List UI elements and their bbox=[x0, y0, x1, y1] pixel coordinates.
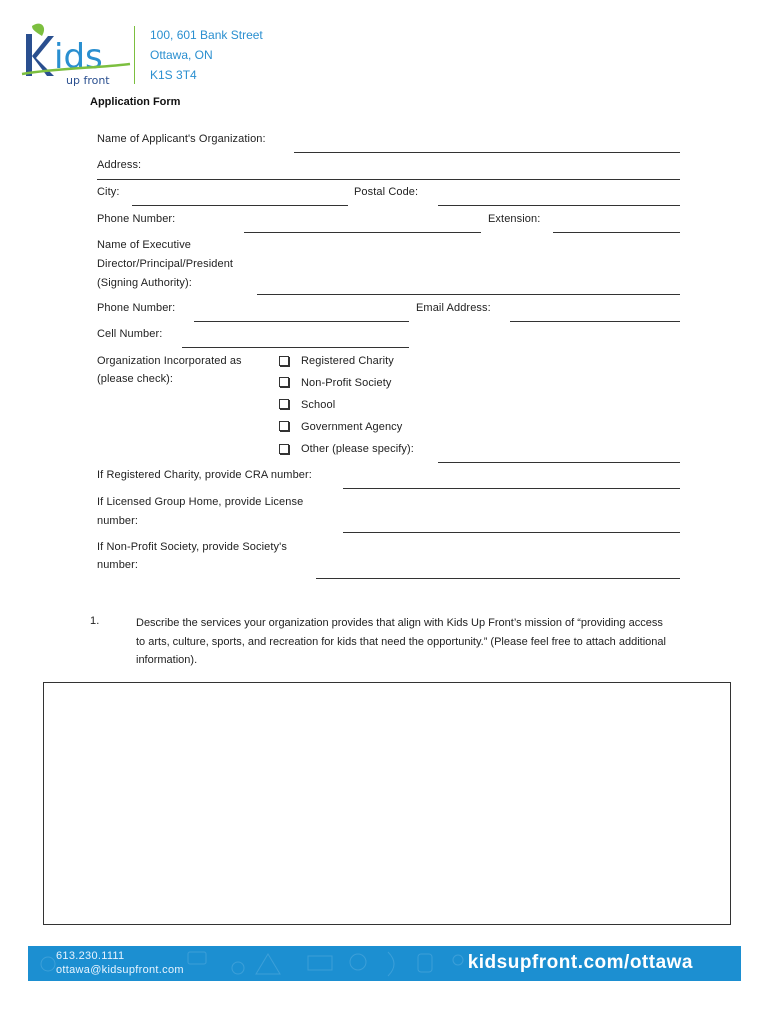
question-text: Describe the services your organization provides that align with Kids Up Front’s mission of “providing access to arts, culture, sports, and recreation for kids that need the opportunity.” (Please feel free to attach additional information). bbox=[136, 617, 666, 666]
cra-field[interactable] bbox=[343, 488, 680, 489]
checkbox-registered-charity[interactable] bbox=[279, 356, 289, 366]
exec-label-line2: Director/Principal/President bbox=[97, 258, 234, 270]
postal-code-label: Postal Code: bbox=[354, 186, 419, 198]
address-line-2: Ottawa, ON bbox=[150, 48, 213, 62]
address-field[interactable] bbox=[97, 179, 680, 180]
footer-email[interactable]: ottawa@kidsupfront.com bbox=[56, 964, 184, 976]
logo-text: ids bbox=[54, 37, 103, 77]
phone2-label: Phone Number: bbox=[97, 302, 176, 314]
cell-field[interactable] bbox=[182, 347, 409, 348]
extension-label: Extension: bbox=[488, 213, 541, 225]
checkbox-school[interactable] bbox=[279, 399, 289, 409]
form-title: Application Form bbox=[90, 96, 181, 108]
license-label-line2: number: bbox=[97, 515, 139, 527]
postal-code-field[interactable] bbox=[438, 205, 680, 206]
org-name-label: Name of Applicant's Organization: bbox=[97, 133, 266, 145]
question-answer-box[interactable] bbox=[43, 682, 731, 925]
phone2-field[interactable] bbox=[194, 321, 409, 322]
option-other: Other (please specify): bbox=[301, 443, 414, 455]
option-school: School bbox=[301, 399, 336, 411]
kids-up-front-logo bbox=[18, 20, 136, 88]
logo-graphic bbox=[18, 20, 136, 88]
exec-label-line1: Name of Executive bbox=[97, 239, 192, 251]
society-field[interactable] bbox=[316, 578, 680, 579]
footer-website[interactable]: kidsupfront.com/ottawa bbox=[467, 952, 693, 973]
checkbox-other[interactable] bbox=[279, 444, 289, 454]
exec-label-line3: (Signing Authority): bbox=[97, 277, 192, 289]
option-registered-charity: Registered Charity bbox=[301, 355, 394, 367]
option-government-agency: Government Agency bbox=[301, 421, 403, 433]
address-line-1: 100, 601 Bank Street bbox=[150, 28, 263, 42]
license-label-line1: If Licensed Group Home, provide License bbox=[97, 496, 304, 508]
society-label-line1: If Non-Profit Society, provide Society's bbox=[97, 541, 287, 553]
city-field[interactable] bbox=[132, 205, 348, 206]
checkbox-government-agency[interactable] bbox=[279, 421, 289, 431]
logo-subtext: up front bbox=[66, 74, 110, 87]
org-name-field[interactable] bbox=[294, 152, 680, 153]
phone-field[interactable] bbox=[244, 232, 481, 233]
city-label: City: bbox=[97, 186, 120, 198]
footer-phone: 613.230.1111 bbox=[56, 950, 125, 962]
extension-field[interactable] bbox=[553, 232, 680, 233]
phone-label: Phone Number: bbox=[97, 213, 176, 225]
society-label-line2: number: bbox=[97, 559, 139, 571]
email-field[interactable] bbox=[510, 321, 680, 322]
email-label: Email Address: bbox=[416, 302, 491, 314]
cra-label: If Registered Charity, provide CRA number: bbox=[97, 469, 312, 481]
cell-label: Cell Number: bbox=[97, 328, 163, 340]
option-non-profit-society: Non-Profit Society bbox=[301, 377, 392, 389]
address-line-3: K1S 3T4 bbox=[150, 68, 197, 82]
header-divider bbox=[134, 26, 135, 84]
incorporated-label-line1: Organization Incorporated as bbox=[97, 355, 242, 367]
question-number: 1. bbox=[90, 615, 100, 627]
license-field[interactable] bbox=[343, 532, 680, 533]
exec-name-field[interactable] bbox=[257, 294, 680, 295]
address-label: Address: bbox=[97, 159, 142, 171]
footer-banner bbox=[28, 946, 741, 981]
incorporated-label-line2: (please check): bbox=[97, 373, 174, 385]
checkbox-non-profit-society[interactable] bbox=[279, 377, 289, 387]
other-specify-field[interactable] bbox=[438, 462, 680, 463]
